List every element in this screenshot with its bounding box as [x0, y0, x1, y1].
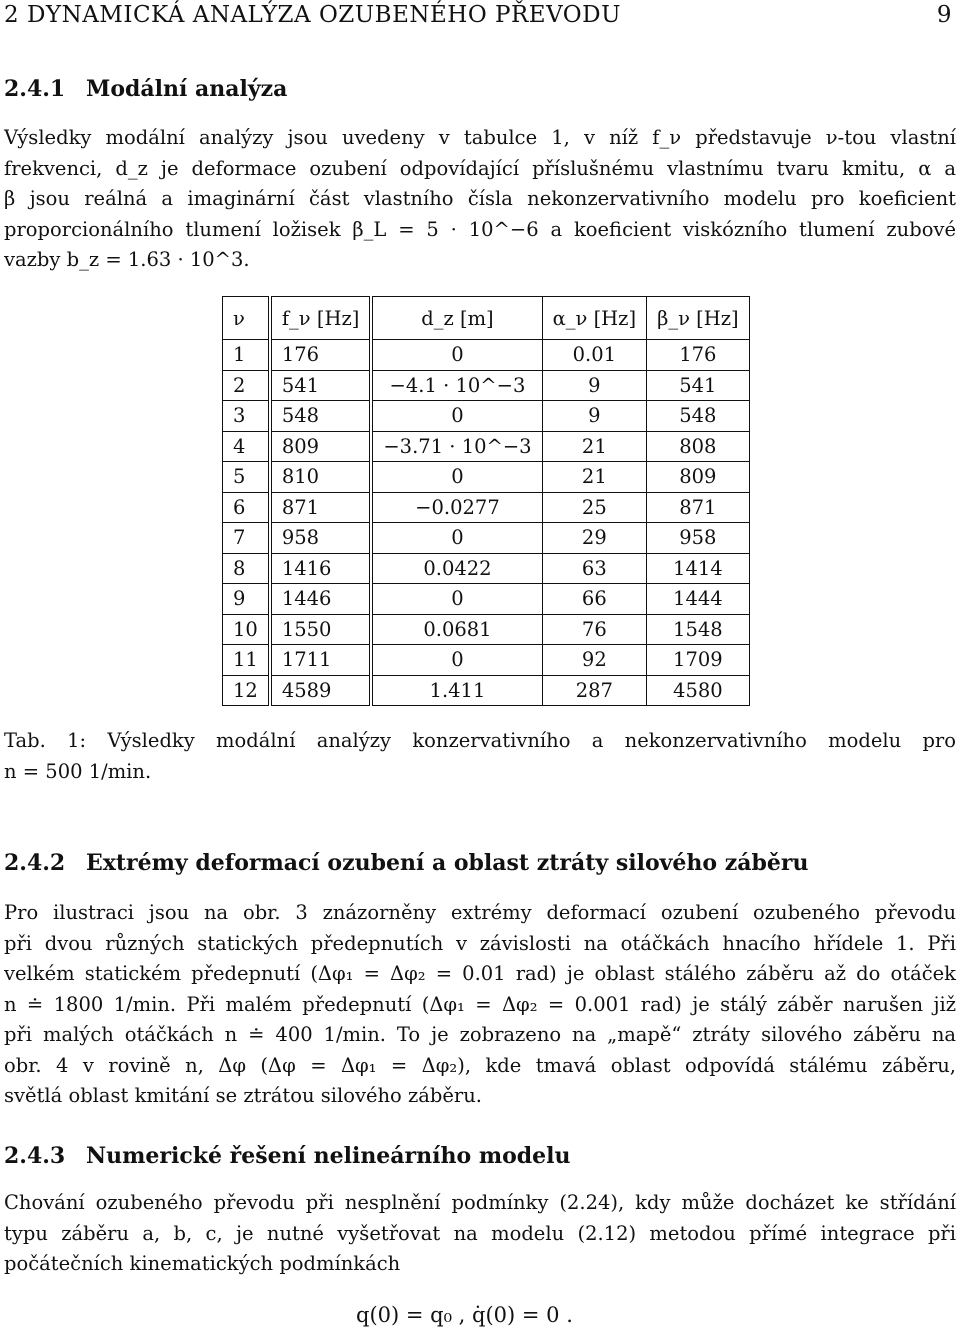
table-cell: 2: [223, 370, 270, 401]
table-cell: 548: [270, 401, 372, 432]
section-heading-modal-analysis: [4, 76, 287, 102]
table-cell: 9: [223, 584, 270, 615]
table-cell: 21: [542, 431, 646, 462]
table-row: [223, 370, 750, 401]
table-cell: 0.0422: [371, 553, 542, 584]
table-cell: 1: [223, 340, 270, 371]
text-line: počátečních kinematických podmínkách: [4, 1252, 401, 1275]
column-header: f_ν [Hz]: [270, 297, 372, 340]
section-title: Extrémy deformací ozubení a oblast ztráty silového záběru: [86, 850, 809, 876]
table-cell: 7: [223, 523, 270, 554]
table-cell: 10: [223, 614, 270, 645]
table-cell: 958: [270, 523, 372, 554]
column-header: d_z [m]: [371, 297, 542, 340]
table-cell: 541: [647, 370, 750, 401]
table-cell: −0.0277: [371, 492, 542, 523]
column-header: β_ν [Hz]: [647, 297, 750, 340]
table-cell: 1.411: [371, 675, 542, 706]
table-row: [223, 462, 750, 493]
table-cell: 287: [542, 675, 646, 706]
paragraph-numerical-solution: [4, 1188, 956, 1280]
table-cell: 1711: [270, 645, 372, 676]
table-cell: 3: [223, 401, 270, 432]
table-cell: 176: [270, 340, 372, 371]
table-cell: 4589: [270, 675, 372, 706]
table-cell: 810: [270, 462, 372, 493]
table-cell: 21: [542, 462, 646, 493]
table-cell: 808: [647, 431, 750, 462]
modal-results-table: [222, 296, 750, 706]
section-number: 2.4.3: [4, 1143, 66, 1169]
table-cell: 5: [223, 462, 270, 493]
table-cell: 66: [542, 584, 646, 615]
table-cell: 541: [270, 370, 372, 401]
table-cell: 92: [542, 645, 646, 676]
section-heading-numerical-solution: [4, 1143, 571, 1169]
table-cell: 9: [542, 401, 646, 432]
table-cell: 63: [542, 553, 646, 584]
table-cell: 8: [223, 553, 270, 584]
section-title: Numerické řešení nelineárního modelu: [86, 1143, 571, 1169]
paragraph-deformation-extremes: [4, 898, 956, 1112]
text-line: proporcionálního tlumení ložisek β_L = 5 · 10^−6 a koeficient viskózního tlumení zubové: [4, 217, 956, 241]
table-row: [223, 584, 750, 615]
table-cell: 1550: [270, 614, 372, 645]
table-cell: 9: [542, 370, 646, 401]
table-cell: 0.0681: [371, 614, 542, 645]
table-cell: 11: [223, 645, 270, 676]
text-line: velkém statickém předepnutí (Δφ₁ = Δφ₂ = 0.01 rad) je oblast stálého záběru až do otáček: [4, 962, 956, 985]
table-row: [223, 553, 750, 584]
table-cell: 1548: [647, 614, 750, 645]
table-cell: 0: [371, 340, 542, 371]
text-line: β jsou reálná a imaginární část vlastního čísla nekonzervativního modelu pro koeficient: [4, 187, 956, 210]
table-cell: 871: [270, 492, 372, 523]
text-line: světlá oblast kmitání se ztrátou silového záběru.: [4, 1084, 482, 1107]
table-cell: 1446: [270, 584, 372, 615]
table-cell: 176: [647, 340, 750, 371]
table-row: [223, 645, 750, 676]
table-cell: 1709: [647, 645, 750, 676]
table-cell: 29: [542, 523, 646, 554]
text-line: Chování ozubeného převodu při nesplnění podmínky (2.24), kdy může docházet ke střídání: [4, 1191, 956, 1214]
table-cell: 0.01: [542, 340, 646, 371]
text-line: Výsledky modální analýzy jsou uvedeny v tabulce 1, v níž f_ν představuje ν-tou vlastní: [4, 126, 956, 149]
table-row: [223, 431, 750, 462]
table-row: [223, 492, 750, 523]
text-line: obr. 4 v rovině n, Δφ (Δφ = Δφ₁ = Δφ₂), kde tmavá oblast odpovídá stálému záběru,: [4, 1053, 956, 1077]
column-header: α_ν [Hz]: [542, 297, 646, 340]
table-cell: 0: [371, 401, 542, 432]
table-cell: 76: [542, 614, 646, 645]
table-cell: 1414: [647, 553, 750, 584]
table-cell: 12: [223, 675, 270, 706]
table-row: [223, 401, 750, 432]
table-cell: 1444: [647, 584, 750, 615]
initial-conditions-equation: q(0) = q₀ , q̇(0) = 0 .: [356, 1303, 573, 1327]
text-line: při dvou různých statických předepnutích v závislosti na otáčkách hnacího hřídele 1. Při: [4, 931, 956, 955]
chapter-title: 2 DYNAMICKÁ ANALÝZA OZUBENÉHO PŘEVODU: [4, 2, 621, 28]
table-cell: 0: [371, 645, 542, 676]
table-cell: 0: [371, 523, 542, 554]
table-cell: −4.1 · 10^−3: [371, 370, 542, 401]
text-line: frekvenci, d_z je deformace ozubení odpovídající příslušnému vlastnímu tvaru kmitu, α a: [4, 156, 956, 180]
table-row: [223, 675, 750, 706]
table-cell: 25: [542, 492, 646, 523]
table-cell: 809: [270, 431, 372, 462]
section-number: 2.4.1: [4, 76, 66, 102]
table-row: [223, 523, 750, 554]
table-cell: 958: [647, 523, 750, 554]
table-cell: 4580: [647, 675, 750, 706]
table-header-row: [223, 297, 750, 340]
page-number: 9: [936, 2, 952, 28]
table-cell: 871: [647, 492, 750, 523]
text-line: vazby b_z = 1.63 · 10^3.: [4, 248, 250, 271]
table-cell: −3.71 · 10^−3: [371, 431, 542, 462]
running-header: [4, 0, 956, 30]
table-row: [223, 340, 750, 371]
caption-line: n = 500 1/min.: [4, 759, 152, 783]
table-cell: 1416: [270, 553, 372, 584]
caption-line: Tab. 1: Výsledky modální analýzy konzervativního a nekonzervativního modelu pro: [4, 729, 956, 752]
table-cell: 809: [647, 462, 750, 493]
table-row: [223, 614, 750, 645]
text-line: typu záběru a, b, c, je nutné vyšetřovat na modelu (2.12) metodou přímé integrace při: [4, 1221, 956, 1245]
table-cell: 548: [647, 401, 750, 432]
table-cell: 0: [371, 462, 542, 493]
text-line: n ≐ 1800 1/min. Při malém předepnutí (Δφ₁ = Δφ₂ = 0.001 rad) je stálý záběr narušen již: [4, 992, 956, 1016]
section-number: 2.4.2: [4, 850, 66, 876]
table-cell: 4: [223, 431, 270, 462]
text-line: Pro ilustraci jsou na obr. 3 znázorněny extrémy deformací ozubení ozubeného převodu: [4, 901, 956, 924]
section-heading-deformation-extremes: [4, 850, 808, 876]
text-line: při malých otáčkách n ≐ 400 1/min. To je zobrazeno na „mapě“ ztráty silového záběru na: [4, 1023, 956, 1046]
column-header: ν: [223, 297, 270, 340]
table-cell: 6: [223, 492, 270, 523]
paragraph-modal-results: [4, 123, 956, 276]
table-cell: 0: [371, 584, 542, 615]
table-caption: [4, 726, 956, 787]
section-title: Modální analýza: [86, 76, 288, 102]
